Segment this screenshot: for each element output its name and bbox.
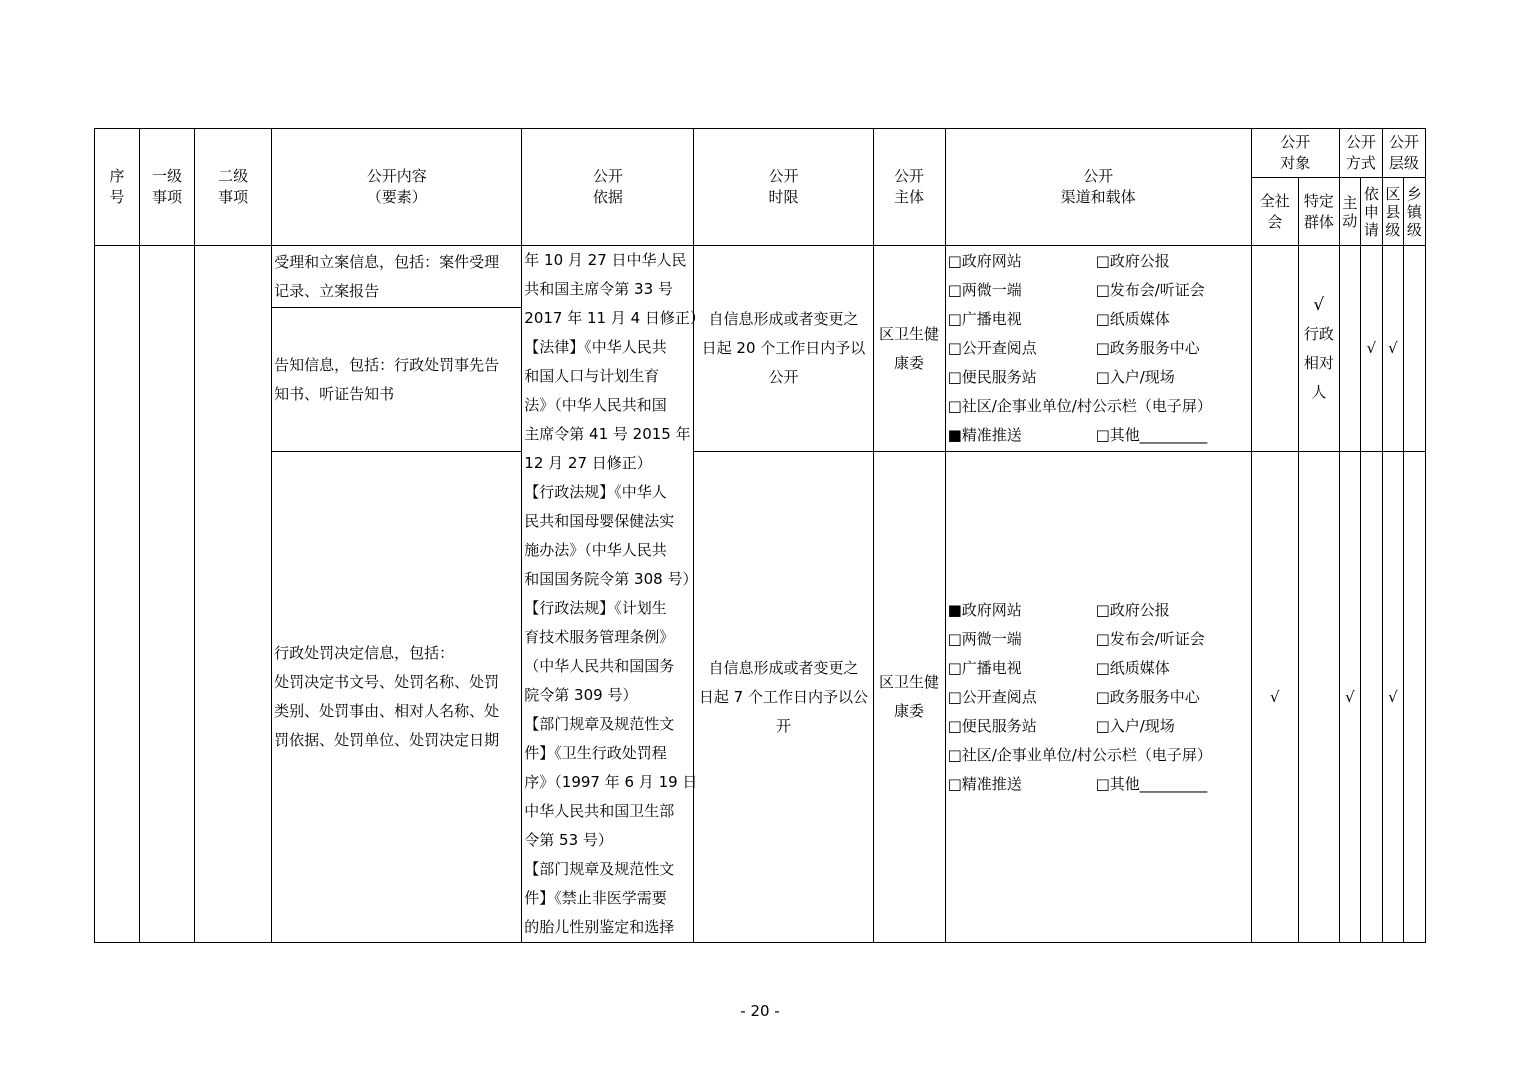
deadline-cell-1: 自信息形成或者变更之 日起 20 个工作日内予以 公开 xyxy=(694,246,873,452)
header-level1: 一级 事项 xyxy=(140,129,195,246)
subject-cell-1: 区卫生健 康委 xyxy=(873,246,945,452)
subject-cell-2: 区卫生健 康委 xyxy=(873,452,945,943)
header-subject: 公开 主体 xyxy=(873,129,945,246)
header-level-district: 区 县 级 xyxy=(1382,178,1403,246)
channel-row: ■精准推送 □其他_________ xyxy=(947,426,1208,444)
header-deadline: 公开 时限 xyxy=(694,129,873,246)
channel-row: □社区/企事业单位/村公示栏（电子屏） xyxy=(947,745,1212,764)
target-specific-cell-2 xyxy=(1298,452,1339,943)
channel-row: □公开查阅点 □政务服务中心 xyxy=(947,687,1200,706)
content-decision: 行政处罚决定信息，包括： 处罚决定书文号、处罚名称、处罚 类别、处罚事由、相对人名称、处 罚依据、处罚单位、处罚决定日期 xyxy=(272,452,522,943)
level-district-cell-1: √ xyxy=(1382,246,1403,452)
channel-row: □广播电视 □纸质媒体 xyxy=(947,658,1170,677)
content-notification: 告知信息，包括：行政处罚事先告 知书、听证告知书 xyxy=(272,308,522,452)
method-active-cell-2: √ xyxy=(1339,452,1360,943)
header-method: 公开 方式 xyxy=(1339,129,1382,178)
target-all-cell-1 xyxy=(1251,246,1298,452)
target-specific-cell-1: √ 行政 相对 人 xyxy=(1298,246,1339,452)
header-channel: 公开 渠道和载体 xyxy=(945,129,1251,246)
channel-row: □精准推送 □其他_________ xyxy=(947,774,1208,793)
content-acceptance: 受理和立案信息，包括：案件受理 记录、立案报告 xyxy=(272,246,522,308)
cell-seq xyxy=(95,246,140,943)
method-apply-cell-1: √ xyxy=(1360,246,1382,452)
level-town-cell-1 xyxy=(1403,246,1425,452)
header-level2: 二级 事项 xyxy=(195,129,272,246)
deadline-cell-2: 自信息形成或者变更之 日起 7 个工作日内予以公 开 xyxy=(694,452,873,943)
header-method-active: 主 动 xyxy=(1339,178,1360,246)
header-target: 公开 对象 xyxy=(1251,129,1339,178)
channel-row: □公开查阅点 □政务服务中心 xyxy=(947,339,1200,357)
method-apply-cell-2 xyxy=(1360,452,1382,943)
channel-row: □便民服务站 □入户/现场 xyxy=(947,368,1175,386)
channel-cell-1 xyxy=(945,246,1251,452)
target-all-cell-2: √ xyxy=(1251,452,1298,943)
header-method-apply: 依 申 请 xyxy=(1360,178,1382,246)
header-level-town: 乡 镇 级 xyxy=(1403,178,1425,246)
header-basis: 公开 依据 xyxy=(522,129,694,246)
header-target-specific: 特定 群体 xyxy=(1298,178,1339,246)
disclosure-table xyxy=(94,128,1426,943)
method-active-cell-1 xyxy=(1339,246,1360,452)
header-target-all: 全社 会 xyxy=(1251,178,1298,246)
channel-row: □社区/企事业单位/村公示栏（电子屏） xyxy=(947,397,1212,415)
header-seq: 序 号 xyxy=(95,129,140,246)
channel-row: □便民服务站 □入户/现场 xyxy=(947,716,1175,735)
level-district-cell-2: √ xyxy=(1382,452,1403,943)
channel-row: □广播电视 □纸质媒体 xyxy=(947,310,1170,328)
cell-level1 xyxy=(140,246,195,943)
channel-row: □两微一端 □发布会/听证会 xyxy=(947,629,1205,648)
level-town-cell-2 xyxy=(1403,452,1425,943)
channel-cell-2 xyxy=(945,452,1251,943)
page-number: - 20 - xyxy=(740,1002,780,1020)
channel-row: ■政府网站 □政府公报 xyxy=(947,600,1170,619)
channel-row: □两微一端 □发布会/听证会 xyxy=(947,281,1205,299)
basis-text: 年 10 月 27 日中华人民 共和国主席令第 33 号 2017 年 11 月 4 日修正） 【法律】《中华人民共 和国人口与计划生育 法》（中华人民共和国 主席令第 41 号 2015 年 12 月 27 日修正） 【行政法规】《中华人 民共和国母婴保健法实 施办法》（中华人民共 和国国务院令第 308 号） 【行政法规】《计划生 育技术服务管理条例》 （中华人民共和国国务 院令第 309 号） 【部门规章及规范性文 件】《卫生行政处罚程 序》（1997 年 6 月 19 日 中华人民共和国卫生部 令第 53 号） 【部门规章及规范性文 件】《禁止非医学需要 的胎儿性别鉴定和选择 xyxy=(524,251,705,936)
header-content: 公开内容 （要素） xyxy=(272,129,522,246)
basis-cell xyxy=(522,246,705,943)
header-level: 公开 层级 xyxy=(1382,129,1425,178)
channel-row: □政府网站 □政府公报 xyxy=(947,252,1170,270)
cell-level2 xyxy=(195,246,272,943)
